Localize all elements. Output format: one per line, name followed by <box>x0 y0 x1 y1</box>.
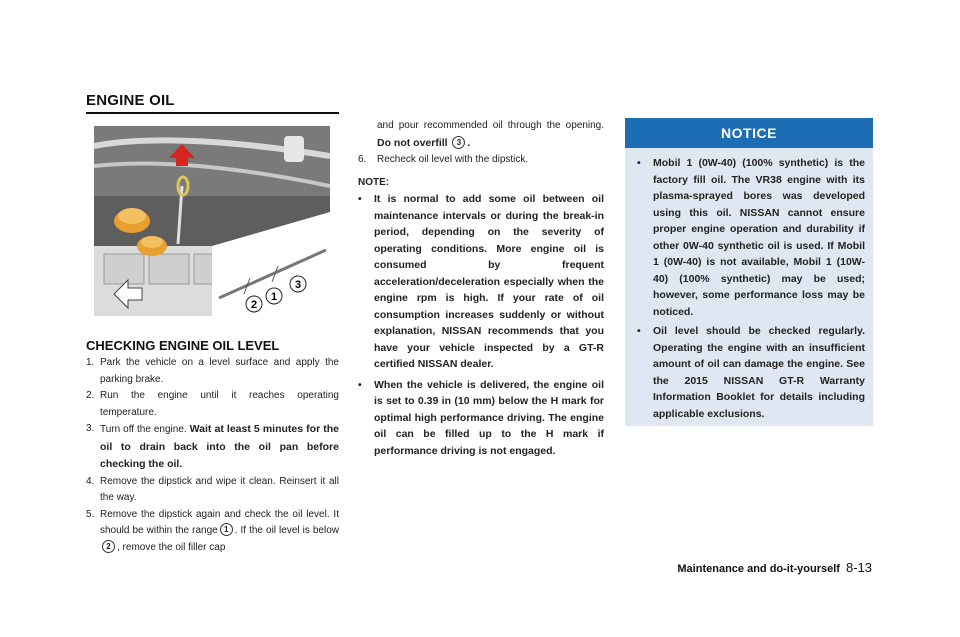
cont-end: . <box>467 136 471 149</box>
step-text <box>100 421 339 474</box>
callout-2-label: 2 <box>250 299 258 311</box>
step-5 <box>86 507 339 557</box>
ref-callout-3: 3 <box>452 136 465 149</box>
step-text: Remove the dipstick and wipe it clean. Reinsert it all the way. <box>100 475 339 503</box>
step-text-part: . If the oil level is below <box>234 525 339 536</box>
step-1 <box>86 355 339 388</box>
notice-item <box>637 155 865 320</box>
step-4 <box>86 474 339 507</box>
ref-callout-2: 2 <box>102 540 115 553</box>
notice-title: NOTICE <box>625 118 873 148</box>
step-text-part: , remove the oil filler cap <box>117 541 226 553</box>
step-text: Recheck oil level with the dipstick. <box>377 154 529 165</box>
note-text: When the vehicle is delivered, the engine oil is set to 0.39 in (10 mm) below the H mark for optimal high performance driving. The engine oil can be filled up to the H mark if performance driving is not engaged. <box>374 378 604 457</box>
middle-column <box>358 118 604 459</box>
step-text: Park the vehicle on a level surface and apply the parking brake. <box>100 357 339 385</box>
step-2 <box>86 388 339 421</box>
step-text-bold: Wait at least 5 minutes for the oil to drain back into the oil pan before checking the oil. <box>100 423 340 470</box>
note-text: It is normal to add some oil between oil maintenance intervals or during the break-in period, depending on the severity of operating conditions. More engine oil is consumed by frequent acceleration/deceleration especially when the engine rpm is high. If your rate of oil consumption increases suddenly or without explanation, NISSAN recommends that you have your vehicle inspected by a GT-R certified NISSAN dealer. <box>374 193 604 370</box>
step-3 <box>86 421 339 474</box>
step-text-part: Remove the dipstick again and check the oil level. It should be within the range <box>100 508 339 536</box>
section-title: ENGINE OIL <box>86 92 175 109</box>
note-item <box>358 191 604 373</box>
callout-3-label: 3 <box>294 279 302 291</box>
title-rule <box>86 112 339 114</box>
step-number: 5. <box>86 508 95 520</box>
step-text <box>100 507 339 557</box>
bullet-dot: • <box>358 193 362 205</box>
footer-section: Maintenance and do-it-yourself <box>677 563 840 575</box>
step-text-plain: Turn off the engine. <box>100 424 190 435</box>
step-number: 2. <box>86 390 95 401</box>
engine-oil-illustration <box>94 126 330 316</box>
notice-body <box>625 148 873 422</box>
notice-text: Mobil 1 (0W-40) (100% synthetic) is the factory fill oil. The VR38 engine with its plasma-sprayed bores was developed using this oil. NISSAN cannot ensure proper engine operation and durability if other 0W-40 synthetic oil is used. If Mobil 1 (0W-40) is not available, Mobil 1 (10W-40) (100% synthetic) may be used; however, some performance loss may be noticed. <box>653 157 865 318</box>
page-number: 8-13 <box>845 560 872 575</box>
step-number: 4. <box>86 475 95 487</box>
steps-list <box>86 355 339 556</box>
step-5-continued <box>358 118 604 152</box>
note-item <box>358 377 604 460</box>
subsection-title: CHECKING ENGINE OIL LEVEL <box>86 338 280 353</box>
callout-1-label: 1 <box>270 291 278 303</box>
bullet-dot: • <box>637 157 641 169</box>
notice-item <box>637 323 865 422</box>
notice-box <box>625 118 873 426</box>
bullet-dot: • <box>637 325 641 337</box>
step-6 <box>358 152 604 169</box>
notice-text: Oil level should be checked regularly. Operating the engine with an insufficient amount of oil can damage the engine. See the 2015 NISSAN GT-R Warranty Information Booklet for details including applicable exclusions. <box>653 325 865 420</box>
engine-bay-drawing <box>94 126 330 316</box>
step-number: 3. <box>86 423 95 434</box>
step-text: Run the engine until it reaches operating temperature. <box>100 390 339 418</box>
ref-callout-1: 1 <box>220 523 233 536</box>
step-number: 6. <box>358 154 367 165</box>
step-number: 1. <box>86 357 95 368</box>
cont-bold: Do not overfill <box>377 136 448 149</box>
page-footer <box>677 560 872 575</box>
cont-text: and pour recommended oil through the opening. <box>377 120 604 131</box>
note-label: NOTE: <box>358 176 390 188</box>
bullet-dot: • <box>358 378 362 391</box>
